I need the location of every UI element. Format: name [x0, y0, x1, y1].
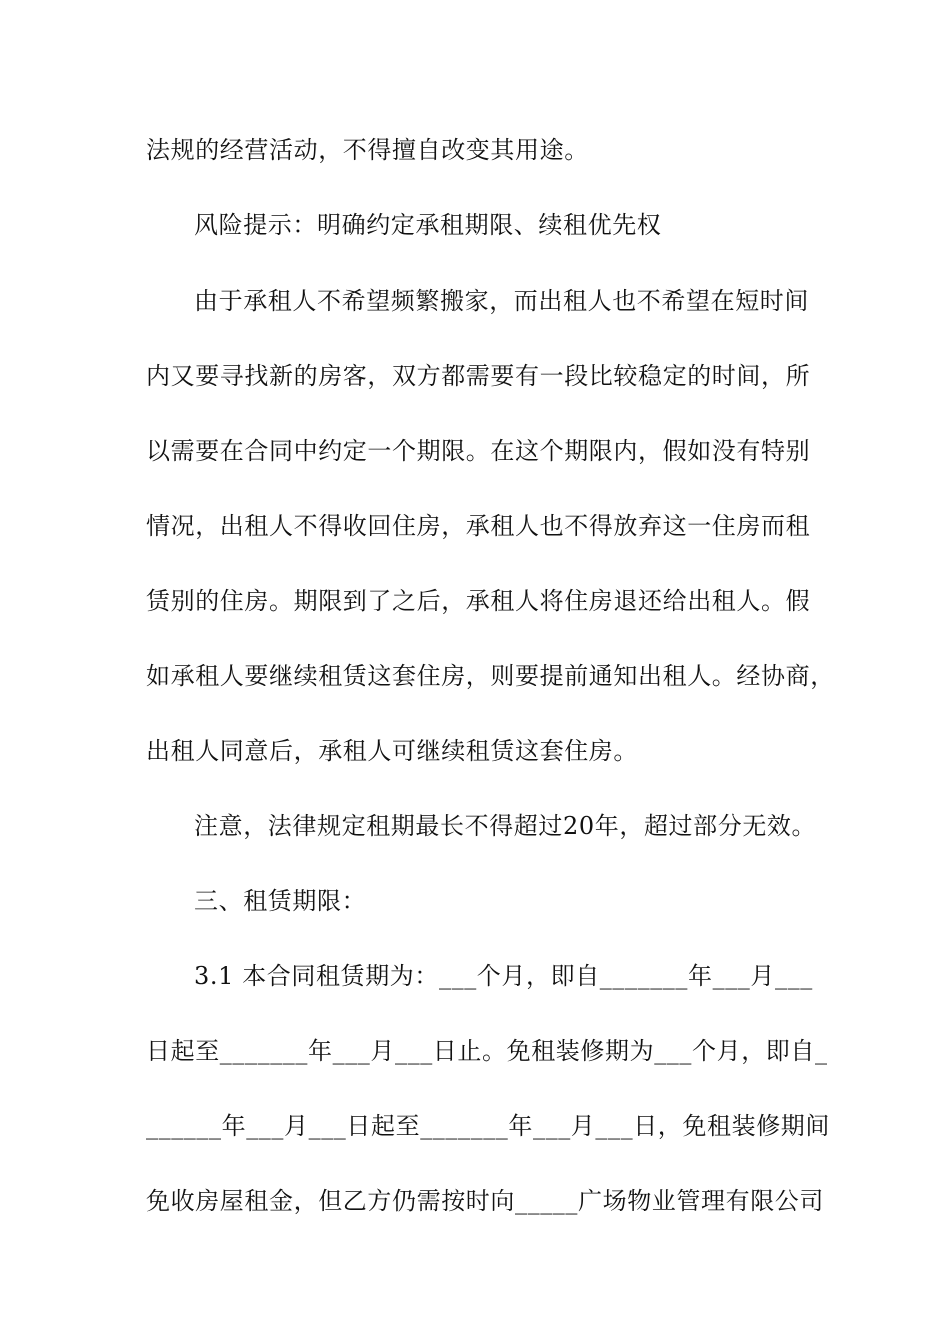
clause-3-1-line-1: 3.1 本合同租赁期为：___个月，即自_______年___月___	[194, 962, 813, 990]
section-heading-lease-term: 三、租赁期限：	[194, 887, 367, 915]
clause-3-1-line-4: 免收房屋租金，但乙方仍需按时向_____广场物业管理有限公司	[146, 1187, 824, 1215]
paragraph-line-5: 以需要在合同中约定一个期限。在这个期限内，假如没有特别	[146, 437, 811, 465]
note-paragraph: 注意，法律规定租期最长不得超过20年，超过部分无效。	[194, 812, 817, 840]
paragraph-line-8: 如承租人要继续租赁这套住房，则要提前通知出租人。经协商，	[146, 662, 835, 690]
clause-3-1-line-2: 日起至_______年___月___日止。免租装修期为___个月，即自_	[146, 1037, 828, 1065]
paragraph-line-7: 赁别的住房。期限到了之后，承租人将住房退还给出租人。假	[146, 587, 811, 615]
paragraph-line-6: 情况，出租人不得收回住房，承租人也不得放弃这一住房而租	[146, 512, 811, 540]
paragraph-line-1: 法规的经营活动，不得擅自改变其用途。	[146, 136, 589, 164]
clause-3-1-line-3: ______年___月___日起至_______年___月___日，免租装修期间	[146, 1112, 830, 1140]
risk-tip-heading: 风险提示：明确约定承租期限、续租优先权	[194, 211, 662, 239]
paragraph-line-3: 由于承租人不希望频繁搬家，而出租人也不希望在短时间	[194, 287, 809, 315]
paragraph-line-9: 出租人同意后，承租人可继续租赁这套住房。	[146, 737, 638, 765]
paragraph-line-4: 内又要寻找新的房客，双方都需要有一段比较稳定的时间，所	[146, 362, 811, 390]
